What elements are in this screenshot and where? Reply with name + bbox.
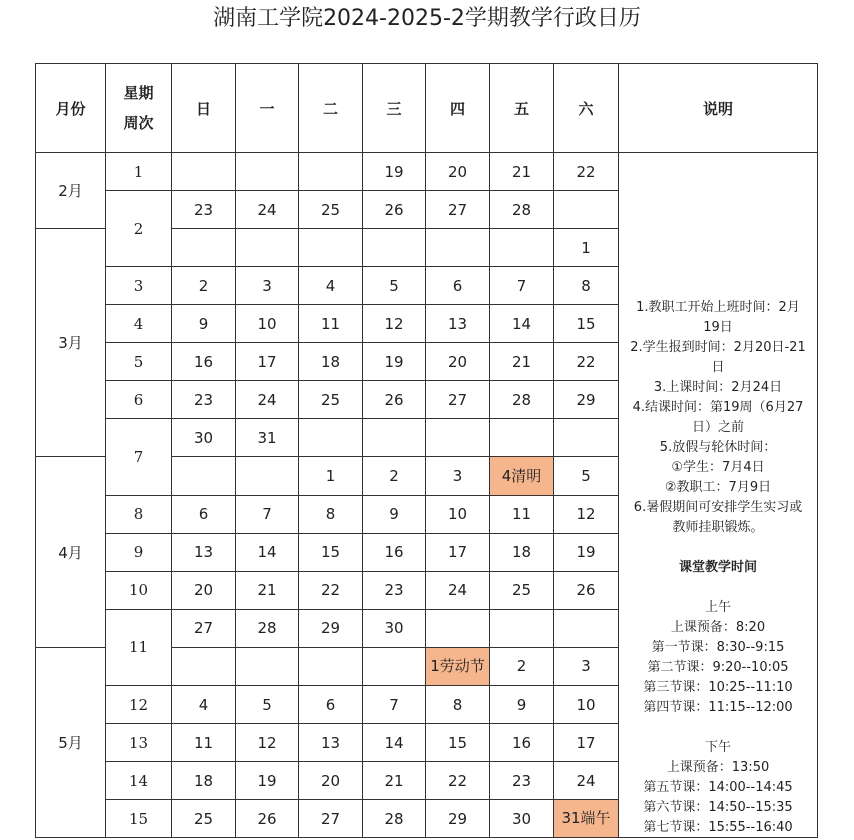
day-cell-sat: 15 [554,305,619,343]
day-cell-mon: 5 [236,686,299,724]
day-cell-wed: 30 [363,609,426,647]
header-day-mon: 一 [236,64,299,153]
day-cell-mon: 17 [236,343,299,381]
day-cell-sun: 30 [172,419,236,457]
notes-spacer [628,578,808,598]
day-cell-sat: 22 [554,153,619,191]
day-cell-tue: 15 [299,533,363,571]
day-cell-fri: 30 [490,800,554,838]
day-cell-mon [236,229,299,267]
day-cell-sun: 25 [172,800,236,838]
day-cell-sat: 8 [554,267,619,305]
day-cell-mon: 28 [236,609,299,647]
week-number-cell: 14 [106,762,172,800]
day-cell-sun: 23 [172,191,236,229]
schedule-item: 第二节课：9:20--10:05 [647,660,789,675]
schedule-item: 第三节课：10:25--11:10 [643,680,793,695]
day-cell-wed: 9 [363,495,426,533]
day-cell-sun [172,647,236,685]
day-cell-wed: 26 [363,381,426,419]
morning-label: 上午 [704,600,731,615]
day-cell-mon: 19 [236,762,299,800]
day-cell-mon: 24 [236,381,299,419]
day-cell-thu: 8 [426,686,490,724]
day-cell-mon [236,457,299,495]
day-cell-fri: 21 [490,153,554,191]
notes-item: 6.暑假期间可安排学生实习或教师挂职锻炼。 [633,500,803,535]
day-cell-tue [299,229,363,267]
day-cell-thu: 27 [426,381,490,419]
day-cell-tue: 25 [299,381,363,419]
day-cell-mon: 24 [236,191,299,229]
day-cell-sun [172,457,236,495]
day-cell-thu [426,609,490,647]
day-cell-sat: 5 [554,457,619,495]
header-week-bottom: 周次 [123,114,154,132]
holiday-cell: 31端午 [554,800,619,838]
schedule-item: 第四节课：11:15--12:00 [643,700,793,715]
notes-item: 4.结课时间：第19周（6月27日）之前 [632,400,804,435]
day-cell-tue [299,153,363,191]
notes-spacer [628,718,808,738]
header-notes: 说明 [619,64,818,153]
day-cell-fri: 25 [490,571,554,609]
day-cell-wed [363,229,426,267]
day-cell-wed: 16 [363,533,426,571]
day-cell-fri [490,609,554,647]
schedule-item: 上课预备：13:50 [666,760,770,775]
day-cell-wed: 14 [363,724,426,762]
notes-text [628,298,808,838]
day-cell-wed: 21 [363,762,426,800]
page-title: 湖南工学院2024-2025-2学期教学行政日历 [213,6,641,31]
schedule-item: 第一节课：8:30--9:15 [651,640,785,655]
holiday-cell: 4清明 [490,457,554,495]
day-cell-fri: 7 [490,267,554,305]
day-cell-mon [236,647,299,685]
month-cell: 4月 [36,457,106,647]
day-cell-tue: 29 [299,609,363,647]
week-number-cell: 11 [106,609,172,685]
day-cell-thu: 10 [426,495,490,533]
week-number-cell: 12 [106,686,172,724]
month-cell: 3月 [36,229,106,457]
day-cell-mon: 12 [236,724,299,762]
day-cell-mon: 7 [236,495,299,533]
header-row [36,64,818,153]
day-cell-tue [299,419,363,457]
day-cell-sun [172,229,236,267]
week-number-cell: 13 [106,724,172,762]
month-cell: 2月 [36,153,106,229]
day-cell-fri: 28 [490,381,554,419]
notes-item: 5.放假与轮休时间： [659,440,777,455]
day-cell-tue: 8 [299,495,363,533]
day-cell-wed [363,419,426,457]
day-cell-tue: 20 [299,762,363,800]
day-cell-thu: 13 [426,305,490,343]
week-number-cell: 3 [106,267,172,305]
day-cell-sun: 4 [172,686,236,724]
day-cell-sun [172,153,236,191]
header-day-fri: 五 [490,64,554,153]
day-cell-thu: 15 [426,724,490,762]
holiday-cell: 1劳动节 [426,647,490,685]
day-cell-wed: 12 [363,305,426,343]
header-day-sat: 六 [554,64,619,153]
day-cell-fri [490,229,554,267]
schedule-item: 上课预备：8:20 [670,620,766,635]
day-cell-tue: 13 [299,724,363,762]
week-number-cell: 6 [106,381,172,419]
day-cell-sat [554,609,619,647]
day-cell-sat [554,191,619,229]
notes-item: ①学生：7月4日 [671,460,765,475]
day-cell-wed: 23 [363,571,426,609]
day-cell-thu: 27 [426,191,490,229]
day-cell-sun: 13 [172,533,236,571]
day-cell-sun: 16 [172,343,236,381]
day-cell-sun: 23 [172,381,236,419]
day-cell-thu [426,419,490,457]
day-cell-fri: 2 [490,647,554,685]
day-cell-fri: 16 [490,724,554,762]
week-number-cell: 8 [106,495,172,533]
day-cell-fri: 11 [490,495,554,533]
header-week [106,64,172,153]
day-cell-sat: 17 [554,724,619,762]
day-cell-sat: 3 [554,647,619,685]
day-cell-fri [490,419,554,457]
day-cell-thu: 20 [426,343,490,381]
day-cell-wed: 5 [363,267,426,305]
header-month: 月份 [36,64,106,153]
day-cell-mon: 3 [236,267,299,305]
day-cell-mon: 14 [236,533,299,571]
day-cell-wed: 19 [363,153,426,191]
day-cell-tue: 1 [299,457,363,495]
calendar-row [36,153,818,191]
day-cell-fri: 23 [490,762,554,800]
day-cell-tue: 22 [299,571,363,609]
day-cell-sun: 18 [172,762,236,800]
week-number-cell: 9 [106,533,172,571]
day-cell-sun: 9 [172,305,236,343]
notes-item: 3.上课时间：2月24日 [653,380,783,395]
day-cell-mon [236,153,299,191]
day-cell-fri: 21 [490,343,554,381]
notes-item: 1.教职工开始上班时间：2月19日 [636,300,800,335]
day-cell-sat: 24 [554,762,619,800]
day-cell-wed [363,647,426,685]
day-cell-tue: 27 [299,800,363,838]
day-cell-sun: 11 [172,724,236,762]
day-cell-sat [554,419,619,457]
day-cell-fri: 28 [490,191,554,229]
day-cell-sat: 22 [554,343,619,381]
notes-item: ②教职工：7月9日 [664,480,772,495]
day-cell-wed: 2 [363,457,426,495]
day-cell-thu: 17 [426,533,490,571]
day-cell-sat: 12 [554,495,619,533]
header-day-sun: 日 [172,64,236,153]
day-cell-thu: 6 [426,267,490,305]
month-cell: 5月 [36,647,106,837]
week-number-cell: 4 [106,305,172,343]
day-cell-tue [299,647,363,685]
day-cell-wed: 28 [363,800,426,838]
day-cell-mon: 21 [236,571,299,609]
day-cell-sun: 20 [172,571,236,609]
day-cell-fri: 18 [490,533,554,571]
schedule-item: 第七节课：15:55--16:40 [643,820,793,835]
day-cell-mon: 10 [236,305,299,343]
day-cell-mon: 26 [236,800,299,838]
afternoon-label: 下午 [704,740,731,755]
day-cell-tue: 6 [299,686,363,724]
calendar-table [35,63,818,838]
schedule-title: 课堂教学时间 [678,560,757,575]
header-day-thu: 四 [426,64,490,153]
day-cell-wed: 7 [363,686,426,724]
day-cell-thu [426,229,490,267]
day-cell-sat: 26 [554,571,619,609]
week-number-cell: 10 [106,571,172,609]
day-cell-thu: 24 [426,571,490,609]
day-cell-fri: 14 [490,305,554,343]
day-cell-wed: 26 [363,191,426,229]
day-cell-fri: 9 [490,686,554,724]
day-cell-wed: 19 [363,343,426,381]
day-cell-tue: 11 [299,305,363,343]
day-cell-sun: 27 [172,609,236,647]
notes-item: 2.学生报到时间：2月20日-21日 [630,340,806,375]
schedule-item: 第六节课：14:50--15:35 [643,800,793,815]
week-number-cell: 2 [106,191,172,267]
day-cell-tue: 18 [299,343,363,381]
day-cell-tue: 25 [299,191,363,229]
notes-spacer [628,538,808,558]
day-cell-thu: 20 [426,153,490,191]
header-day-wed: 三 [363,64,426,153]
day-cell-sat: 1 [554,229,619,267]
day-cell-sat: 10 [554,686,619,724]
day-cell-sun: 6 [172,495,236,533]
week-number-cell: 15 [106,800,172,838]
day-cell-thu: 29 [426,800,490,838]
day-cell-sun: 2 [172,267,236,305]
schedule-item: 第五节课：14:00--14:45 [643,780,793,795]
day-cell-tue: 4 [299,267,363,305]
notes-cell [619,153,818,838]
day-cell-sat: 19 [554,533,619,571]
header-day-tue: 二 [299,64,363,153]
week-number-cell: 7 [106,419,172,495]
day-cell-mon: 31 [236,419,299,457]
day-cell-sat: 29 [554,381,619,419]
header-week-top: 星期 [123,84,154,102]
week-number-cell: 5 [106,343,172,381]
day-cell-thu: 3 [426,457,490,495]
day-cell-thu: 22 [426,762,490,800]
week-number-cell: 1 [106,153,172,191]
